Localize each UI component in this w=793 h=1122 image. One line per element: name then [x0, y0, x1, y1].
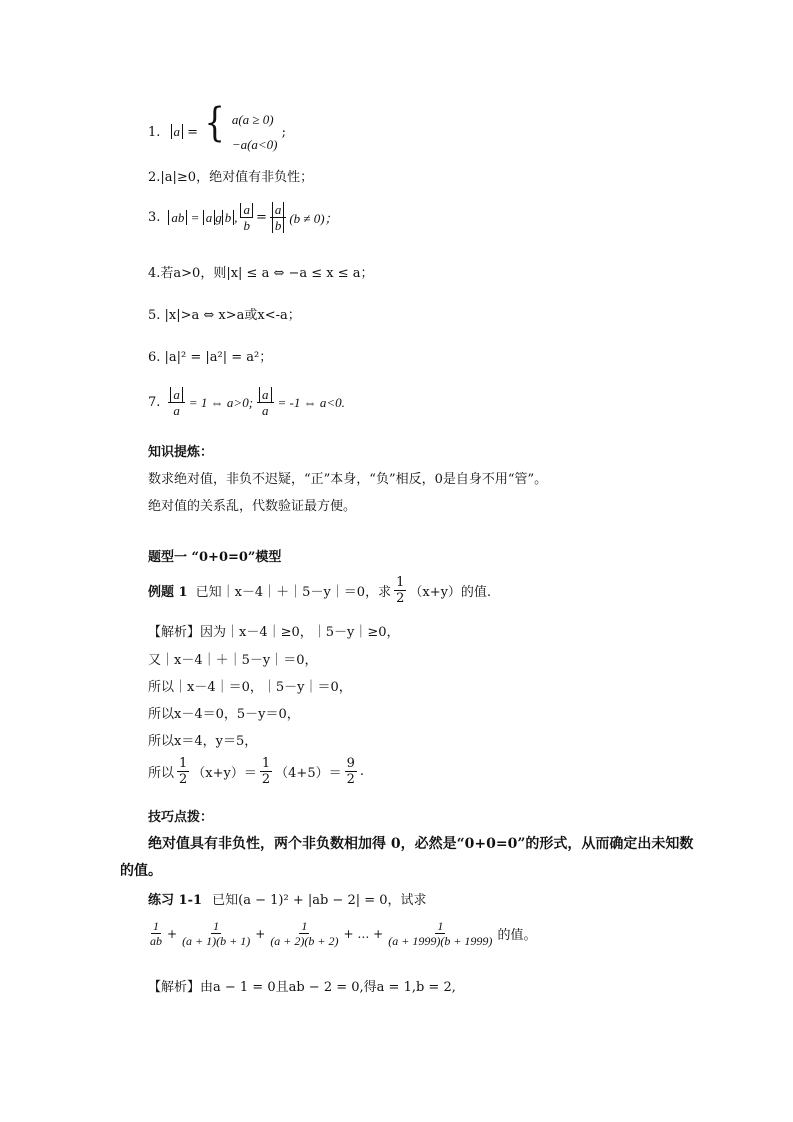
exercise-label: 练习 1-1	[148, 893, 203, 908]
exercise-1-1	[148, 889, 427, 908]
example-1	[148, 576, 491, 605]
fraction-abs-a-over-abs-b: $\frac{a}{b}$	[270, 203, 287, 232]
item-7	[148, 388, 345, 417]
solution-line-4: 所以x－4＝0，5－y＝0，	[148, 707, 300, 722]
solution-line-3: 所以｜x－4｜＝0，｜5－y｜＝0，	[148, 680, 352, 695]
item-2: 2.|a|≥0，绝对值有非负性；	[148, 170, 314, 185]
item-7-part2: = -1 ⇔ a<0.	[277, 394, 345, 410]
case-positive: a(a ≥ 0)	[231, 111, 274, 127]
exercise-end: 的值。	[497, 928, 537, 943]
fraction-half: $\frac{1}{2}$	[261, 756, 271, 787]
item-4: 4.若a>0，则|x| ≤ a ⇔ −a ≤ x ≤ a；	[148, 266, 374, 281]
item-number: 3.	[148, 210, 161, 225]
item-number: 1.	[148, 125, 161, 140]
fraction-half: $\frac{1}{2}$	[396, 575, 405, 606]
fraction-1-over-d2: $\frac{1}{(a + 2)(b + 2)}$	[270, 919, 339, 948]
case-negative: −a(a<0)	[231, 136, 278, 152]
item-1: 1. a = { a(a ≥ 0) −a(a<0) ;	[148, 100, 287, 152]
item-7-part1: = 1 ⇔ a>0;	[188, 394, 254, 410]
summary-line-1: 数求绝对值，非负不迟疑，“正”本身，“负”相反，0是自身不用“管”。	[148, 472, 548, 487]
tip-line-2: 的值。	[120, 863, 162, 879]
fraction-half: $\frac{1}{2}$	[179, 756, 188, 787]
fraction-1-over-ab: $\frac{1}{ab}$	[150, 919, 162, 948]
summary-heading: 知识提炼：	[148, 445, 214, 460]
fraction-abs-a-over-a-2: $\frac{a}{a}$	[257, 388, 274, 417]
tip-heading: 技巧点拨：	[148, 810, 214, 825]
fraction-a-over-b: $\frac{a}{b}$	[240, 203, 253, 232]
exercise-solution: 【解析】由a − 1 = 0且ab − 2 = 0,得a = 1,b = 2,	[148, 980, 456, 995]
fraction-1-over-d1: $\frac{1}{(a + 1)(b + 1)}$	[182, 919, 251, 948]
summary-line-2: 绝对值的关系乱，代数验证最方便。	[148, 499, 357, 514]
tip-line-1: 绝对值具有非负性，两个非负数相加得 0，必然是“0+0=0”的形式，从而确定出未知数	[148, 836, 694, 852]
solution-6-d: .	[359, 764, 365, 779]
solution-6-c: （4+5）＝	[275, 766, 342, 781]
fraction-1-over-d3: $\frac{1}{(a + 1999)(b + 1999)}$	[388, 919, 493, 948]
example-label: 例题 1	[148, 585, 188, 600]
solution-6-b: （x+y）＝	[192, 766, 257, 781]
item-end: ;	[281, 125, 287, 140]
item-3: 3. ab = a g b , $\frac{a}{b}$ = $\frac{a}{b}$ (b ≠ 0)；	[148, 202, 338, 233]
exercise-text: 已知(a − 1)² + |ab − 2| = 0，试求	[212, 893, 427, 908]
example-text: 已知｜x－4｜＋｜5－y｜＝0，求	[195, 585, 392, 600]
solution-6-a: 所以	[148, 766, 175, 781]
section-heading: 题型一 “0+0=0”模型	[148, 550, 282, 565]
fraction-abs-a-over-a: $\frac{a}{a}$	[168, 388, 185, 417]
solution-line-2: 又｜x－4｜＋｜5－y｜＝0，	[148, 653, 318, 668]
item-number: 7.	[148, 395, 161, 410]
example-end: （x+y）的值.	[409, 585, 492, 600]
item-5: 5. |x|>a ⇔ x>a或x<-a；	[148, 308, 301, 323]
item-6: 6. |a|² = |a²| = a²；	[148, 350, 273, 365]
solution-line-5: 所以x＝4，y＝5，	[148, 734, 258, 749]
ellipsis-term: + … +	[343, 926, 384, 941]
solution-line-6	[148, 757, 364, 786]
fraction-nine-halves: $\frac{9}{2}$	[346, 756, 355, 787]
item-end: (b ≠ 0)；	[289, 211, 338, 226]
brace-icon: {	[204, 100, 226, 146]
exercise-expression: $\frac{1}{ab}$ + $\frac{1}{(a + 1)(b + 1)}$ + $\frac{1}{(a + 2)(b + 2)}$ + … + $\frac{1}{(a + 1999)(b + 1999)}$ 的值。	[150, 919, 537, 948]
solution-line-1: 【解析】因为｜x－4｜≥0，｜5－y｜≥0，	[148, 625, 400, 640]
